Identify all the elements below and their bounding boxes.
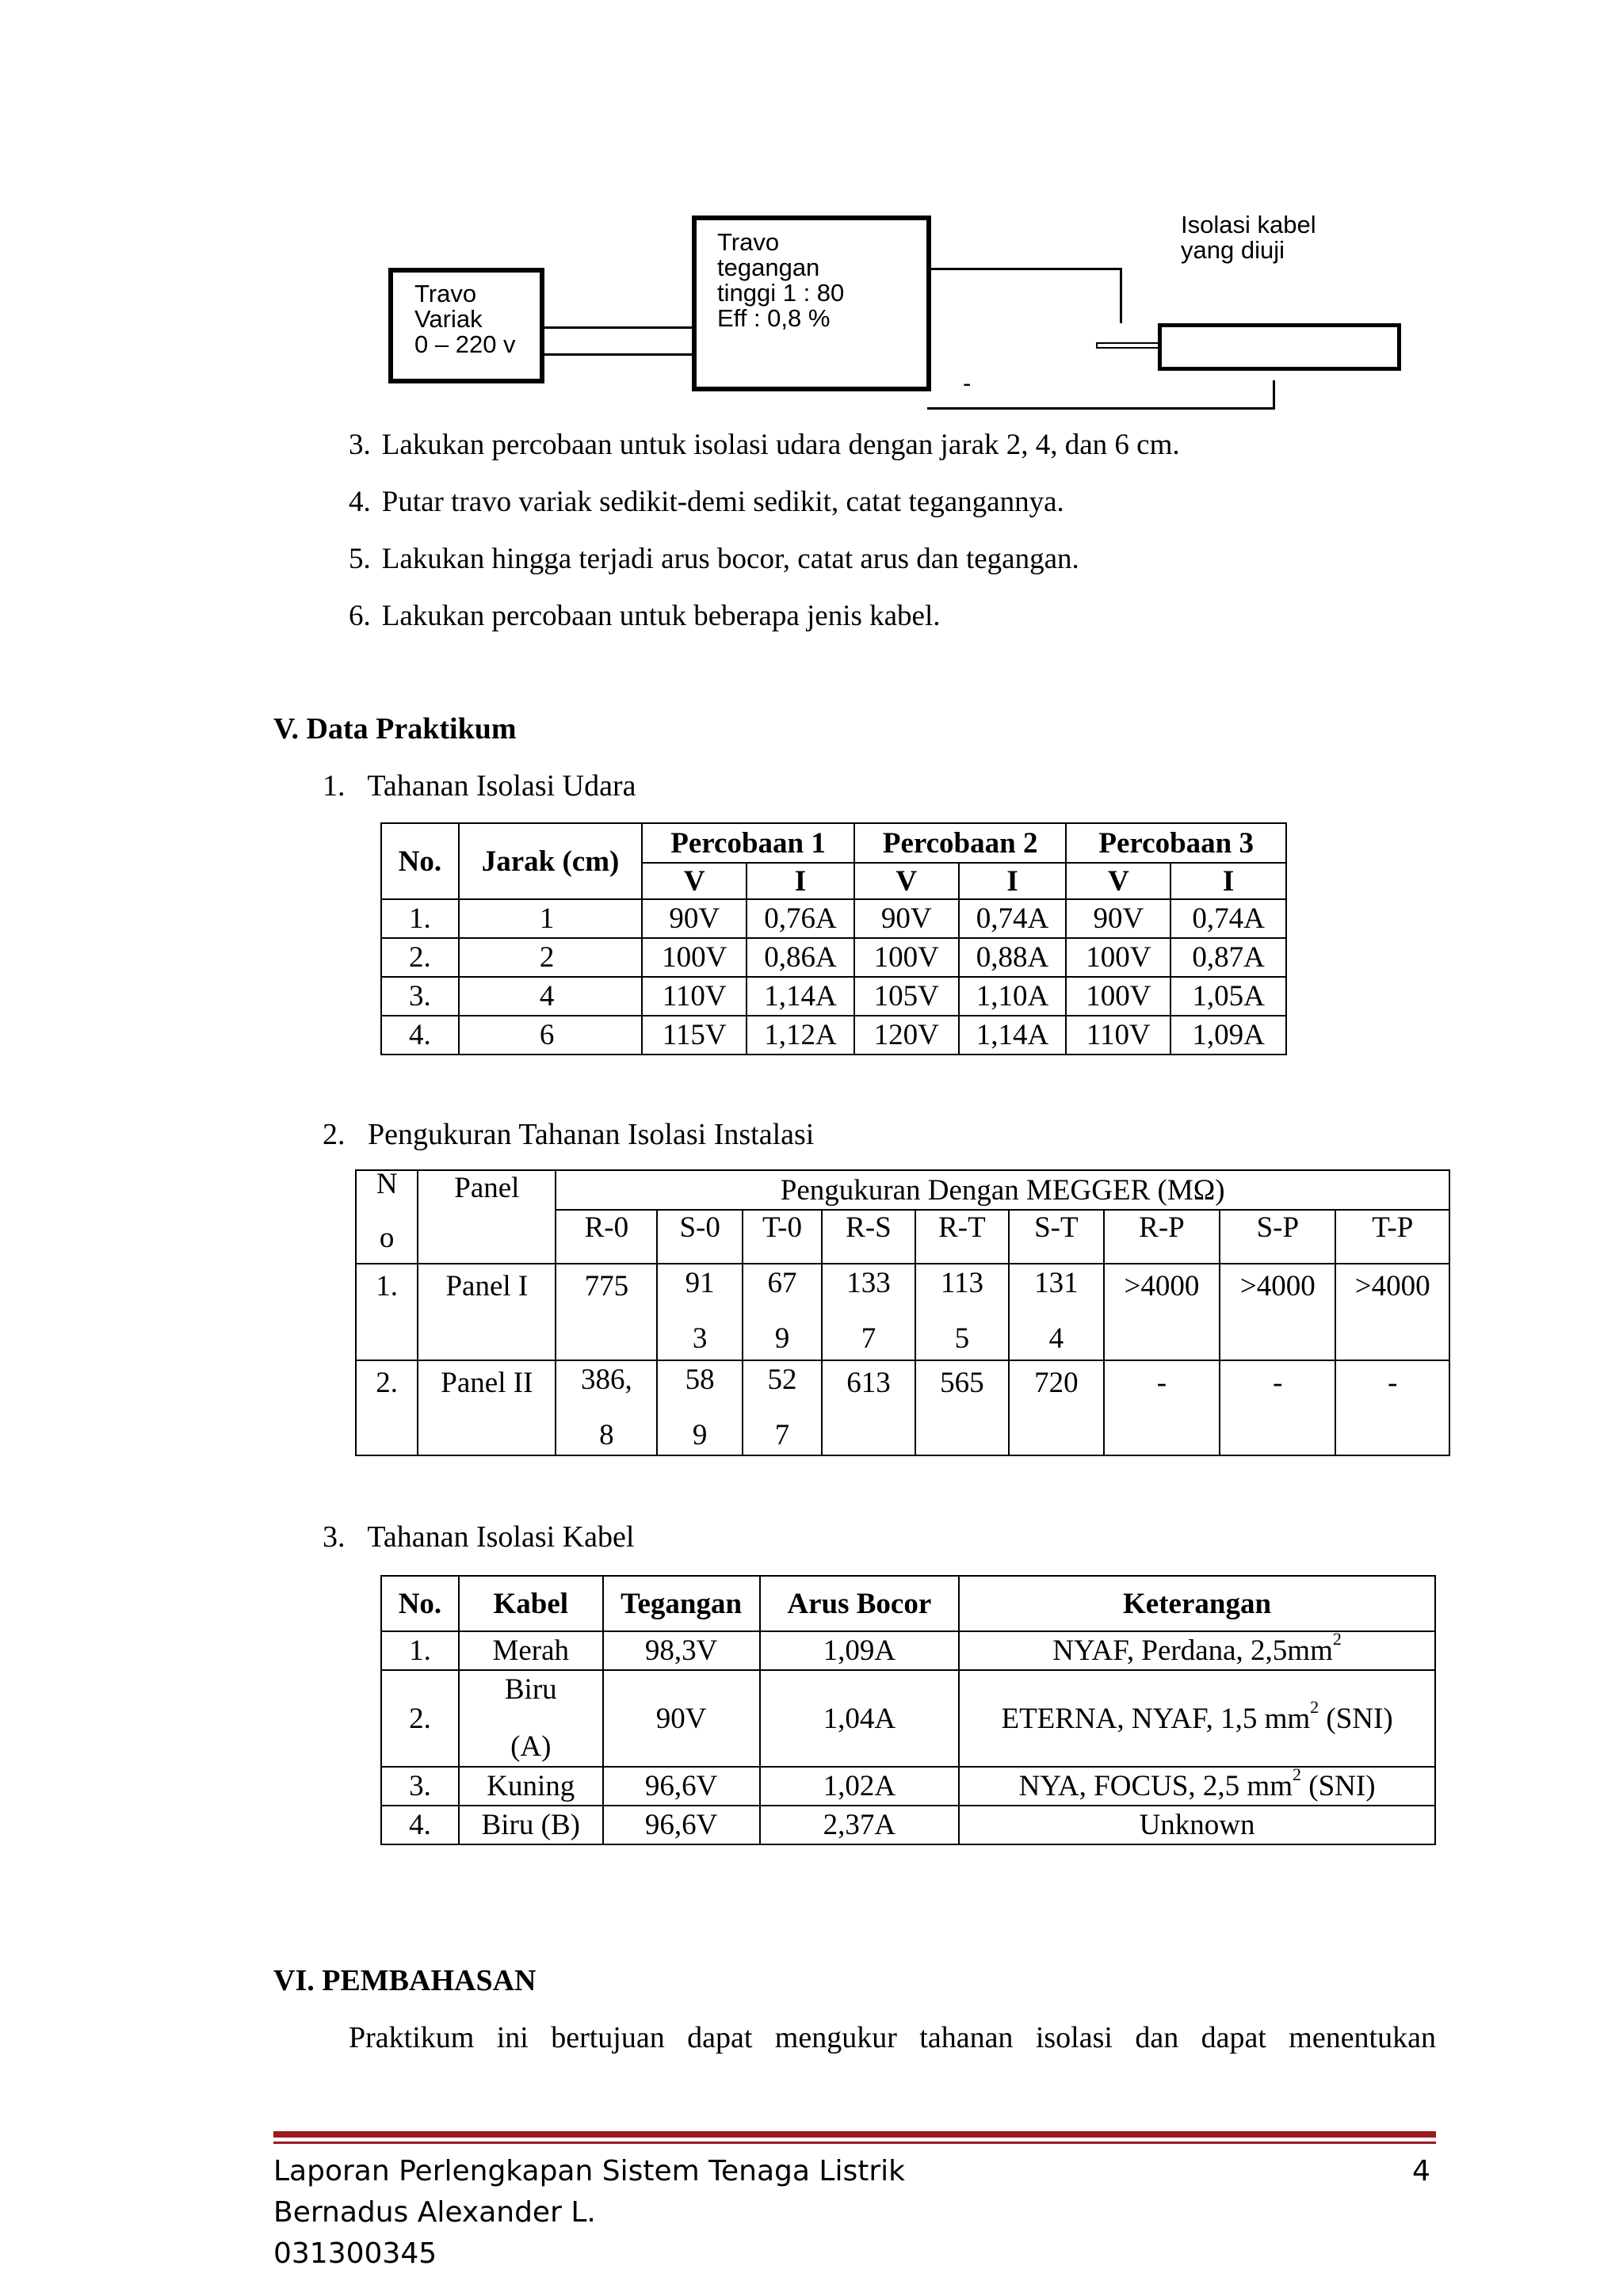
- header-arus-bocor: Arus Bocor: [760, 1576, 960, 1631]
- cell: 1,02A: [760, 1767, 960, 1806]
- table-row: [381, 1767, 1435, 1806]
- step-text: Lakukan percobaan untuk beberapa jenis kabel.: [381, 600, 941, 632]
- cell: 1,12A: [747, 1016, 854, 1055]
- cell: 67 9: [743, 1264, 822, 1360]
- cell: 1,09A: [760, 1631, 960, 1670]
- wire-top: [544, 326, 693, 329]
- cell: 98,3V: [603, 1631, 760, 1670]
- cell: Kuning: [459, 1767, 603, 1806]
- cell: 105V: [854, 977, 959, 1016]
- cell: 1,09A: [1170, 1016, 1286, 1055]
- cell: 96,6V: [603, 1767, 760, 1806]
- table-tahanan-isolasi-udara: [380, 822, 1287, 1055]
- subsection-1-title: 1. Tahanan Isolasi Udara: [323, 769, 636, 803]
- cell: 1,14A: [747, 977, 854, 1016]
- cell: Biru (A): [459, 1670, 603, 1767]
- cell: >4000: [1335, 1264, 1449, 1360]
- cell: 1,10A: [959, 977, 1067, 1016]
- step-number: 5.: [349, 543, 371, 575]
- cell: 3.: [381, 977, 459, 1016]
- pembahasan-paragraph: Praktikum ini bertujuan dapat mengukur tahanan isolasi dan dapat menentukan: [349, 2021, 1436, 2054]
- keterangan-suffix: (SNI): [1319, 1702, 1393, 1735]
- table-row: [356, 1264, 1449, 1360]
- header-megger: Pengukuran Dengan MEGGER (MΩ): [556, 1170, 1449, 1210]
- header-percobaan-2: Percobaan 2: [854, 823, 1067, 863]
- cell: 131 4: [1009, 1264, 1104, 1360]
- cell: 1.: [381, 1631, 459, 1670]
- header-col: T-0: [743, 1210, 822, 1264]
- cell: 0,87A: [1170, 938, 1286, 977]
- cell: Merah: [459, 1631, 603, 1670]
- table-row: [356, 1360, 1449, 1455]
- cell: 52 7: [743, 1360, 822, 1455]
- header-v: V: [642, 863, 747, 899]
- cell: 90V: [854, 899, 959, 938]
- cell: 6: [459, 1016, 643, 1055]
- keterangan-text: NYA, FOCUS, 2,5 mm: [1018, 1770, 1293, 1802]
- minus-sign: -: [963, 369, 972, 397]
- header-keterangan: Keterangan: [959, 1576, 1435, 1631]
- page-number: 4: [1412, 2155, 1430, 2187]
- cell: 113 5: [915, 1264, 1009, 1360]
- table-row: [381, 977, 1286, 1016]
- cell: 100V: [854, 938, 959, 977]
- table-row: [381, 1631, 1435, 1670]
- footer-author: Bernadus Alexander L.: [273, 2196, 596, 2229]
- table-row: [381, 1806, 1435, 1844]
- footer-report-title: Laporan Perlengkapan Sistem Tenaga Listrik: [273, 2155, 905, 2187]
- cell: Panel I: [418, 1264, 556, 1360]
- header-percobaan-1: Percobaan 1: [642, 823, 854, 863]
- cell: -: [1220, 1360, 1335, 1455]
- section-5-heading: V. Data Praktikum: [273, 712, 517, 746]
- cell: 565: [915, 1360, 1009, 1455]
- superscript: 2: [1293, 1764, 1301, 1784]
- cell: >4000: [1220, 1264, 1335, 1360]
- cell: 120V: [854, 1016, 959, 1055]
- table-row: [381, 1016, 1286, 1055]
- cell: 0,74A: [959, 899, 1067, 938]
- wire-return-vertical: [1273, 380, 1275, 409]
- table-pengukuran-megger: [355, 1169, 1450, 1456]
- step-number: 6.: [349, 600, 371, 632]
- header-col: R-T: [915, 1210, 1009, 1264]
- cell: 133 7: [822, 1264, 915, 1360]
- cell: 2: [459, 938, 643, 977]
- header-col: R-S: [822, 1210, 915, 1264]
- cell: 4: [459, 977, 643, 1016]
- table-row: [381, 938, 1286, 977]
- header-col: T-P: [1335, 1210, 1449, 1264]
- cell: -: [1335, 1360, 1449, 1455]
- cell-keterangan: [959, 1631, 1435, 1670]
- cell: -: [1104, 1360, 1220, 1455]
- step-text: Lakukan percobaan untuk isolasi udara dengan jarak 2, 4, dan 6 cm.: [381, 429, 1180, 461]
- step-3: [349, 428, 1180, 462]
- keterangan-suffix: (SNI): [1301, 1770, 1376, 1802]
- cell: 1.: [381, 899, 459, 938]
- cell: 1: [459, 899, 643, 938]
- keterangan-text: NYAF, Perdana, 2,5mm: [1052, 1634, 1333, 1667]
- cell: 0,76A: [747, 899, 854, 938]
- cell: 775: [556, 1264, 657, 1360]
- header-jarak: Jarak (cm): [459, 823, 643, 899]
- keterangan-text: Unknown: [1139, 1809, 1255, 1841]
- subsection-3-title: 3. Tahanan Isolasi Kabel: [323, 1520, 635, 1554]
- cell: 2.: [381, 938, 459, 977]
- cell: 110V: [642, 977, 747, 1016]
- electrode-rod: [1096, 342, 1159, 349]
- superscript: 2: [1310, 1696, 1319, 1717]
- header-percobaan-3: Percobaan 3: [1066, 823, 1286, 863]
- step-6: [349, 599, 941, 633]
- cell: 720: [1009, 1360, 1104, 1455]
- cell: 100V: [1066, 938, 1170, 977]
- cell: Biru (B): [459, 1806, 603, 1844]
- step-number: 4.: [349, 486, 371, 518]
- cell: 90V: [603, 1670, 760, 1767]
- subsection-2-title: 2. Pengukuran Tahanan Isolasi Instalasi: [323, 1118, 815, 1151]
- header-col: S-0: [657, 1210, 743, 1264]
- header-col: R-0: [556, 1210, 657, 1264]
- wire-output-horizontal: [931, 268, 1121, 270]
- header-i: I: [747, 863, 854, 899]
- cell: 0,88A: [959, 938, 1067, 977]
- cell: 4.: [381, 1806, 459, 1844]
- cell: 613: [822, 1360, 915, 1455]
- step-5: [349, 542, 1079, 576]
- cell: 2.: [356, 1360, 418, 1455]
- travo-variak-label: Travo Variak 0 – 220 v: [414, 280, 516, 358]
- cell: 90V: [642, 899, 747, 938]
- step-text: Lakukan hingga terjadi arus bocor, catat arus dan tegangan.: [381, 543, 1079, 575]
- cell: 2.: [381, 1670, 459, 1767]
- cell: Panel II: [418, 1360, 556, 1455]
- cell: 2,37A: [760, 1806, 960, 1844]
- cell: 386, 8: [556, 1360, 657, 1455]
- cell: 91 3: [657, 1264, 743, 1360]
- cell-keterangan: [959, 1670, 1435, 1767]
- header-i: I: [959, 863, 1067, 899]
- cell: 1,14A: [959, 1016, 1067, 1055]
- cable-label: Isolasi kabel yang diuji: [1181, 211, 1316, 264]
- header-no: No.: [381, 1576, 459, 1631]
- cell: 100V: [642, 938, 747, 977]
- cell: 100V: [1066, 977, 1170, 1016]
- header-i: I: [1170, 863, 1286, 899]
- wire-bottom: [544, 353, 693, 356]
- superscript: 2: [1332, 1629, 1342, 1649]
- cell: 1,05A: [1170, 977, 1286, 1016]
- cable-under-test-box: [1158, 323, 1401, 371]
- cell: 0,86A: [747, 938, 854, 977]
- header-kabel: Kabel: [459, 1576, 603, 1631]
- cell: 96,6V: [603, 1806, 760, 1844]
- table-tahanan-isolasi-kabel: [380, 1575, 1436, 1845]
- header-panel: Panel: [418, 1170, 556, 1264]
- cell: 3.: [381, 1767, 459, 1806]
- cell: >4000: [1104, 1264, 1220, 1360]
- footer-rule-thin: [273, 2142, 1436, 2144]
- step-4: [349, 485, 1064, 519]
- header-v: V: [854, 863, 959, 899]
- section-6-heading: VI. PEMBAHASAN: [273, 1964, 537, 1997]
- cell: 1.: [356, 1264, 418, 1360]
- travo-tegangan-label: Travo tegangan tinggi 1 : 80 Eff : 0,8 %: [717, 228, 845, 332]
- header-col: S-P: [1220, 1210, 1335, 1264]
- cell: 58 9: [657, 1360, 743, 1455]
- cell-keterangan: [959, 1806, 1435, 1844]
- footer-student-id: 031300345: [273, 2237, 437, 2270]
- header-v: V: [1066, 863, 1170, 899]
- step-text: Putar travo variak sedikit-demi sedikit, catat tegangannya.: [381, 486, 1064, 518]
- table-row: [381, 899, 1286, 938]
- keterangan-text: ETERNA, NYAF, 1,5 mm: [1001, 1702, 1311, 1735]
- cell: 1,04A: [760, 1670, 960, 1767]
- cell-keterangan: [959, 1764, 1435, 1806]
- table-row: [381, 1670, 1435, 1767]
- footer-rule-thick: [273, 2131, 1436, 2138]
- header-col: R-P: [1104, 1210, 1220, 1264]
- cell: 4.: [381, 1016, 459, 1055]
- cell: 110V: [1066, 1016, 1170, 1055]
- header-tegangan: Tegangan: [603, 1576, 760, 1631]
- step-number: 3.: [349, 429, 371, 461]
- cell: 0,74A: [1170, 899, 1286, 938]
- wire-return-horizontal: [927, 407, 1275, 410]
- header-no: N o: [356, 1170, 418, 1264]
- cell: 115V: [642, 1016, 747, 1055]
- wire-output-vertical: [1120, 268, 1122, 323]
- header-col: S-T: [1009, 1210, 1104, 1264]
- header-no: No.: [381, 823, 459, 899]
- cell: 90V: [1066, 899, 1170, 938]
